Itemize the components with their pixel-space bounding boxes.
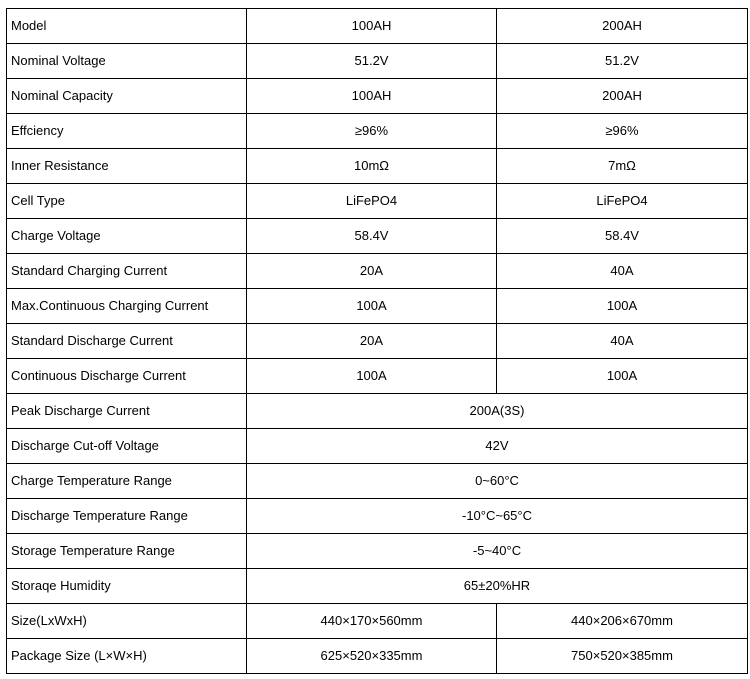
- spec-row: [7, 464, 748, 499]
- spec-label: Standard Discharge Current: [7, 324, 247, 359]
- spec-label: Nominal Capacity: [7, 79, 247, 114]
- spec-value-200ah: 750×520×385mm: [497, 639, 748, 674]
- spec-value-shared: 42V: [247, 429, 748, 464]
- spec-label: Standard Charging Current: [7, 254, 247, 289]
- spec-label: Charge Temperature Range: [7, 464, 247, 499]
- spec-label: Storage Temperature Range: [7, 534, 247, 569]
- spec-value-200ah: 440×206×670mm: [497, 604, 748, 639]
- spec-row: [7, 254, 748, 289]
- spec-label: Discharge Temperature Range: [7, 499, 247, 534]
- spec-row: [7, 429, 748, 464]
- spec-value-shared: 200A(3S): [247, 394, 748, 429]
- spec-label: Storaqe Humidity: [7, 569, 247, 604]
- spec-value-200ah: 200AH: [497, 79, 748, 114]
- spec-row: [7, 499, 748, 534]
- spec-row: [7, 114, 748, 149]
- spec-label: Nominal Voltage: [7, 44, 247, 79]
- spec-label: Inner Resistance: [7, 149, 247, 184]
- spec-table-body: [7, 9, 748, 674]
- spec-value-100ah: 51.2V: [247, 44, 497, 79]
- spec-row: [7, 79, 748, 114]
- spec-value-200ah: 51.2V: [497, 44, 748, 79]
- spec-value-200ah: 100A: [497, 359, 748, 394]
- spec-value-200ah: 100A: [497, 289, 748, 324]
- spec-value-100ah: 440×170×560mm: [247, 604, 497, 639]
- spec-row: [7, 359, 748, 394]
- spec-row: [7, 394, 748, 429]
- spec-row: [7, 534, 748, 569]
- spec-label: Cell Type: [7, 184, 247, 219]
- spec-row: [7, 219, 748, 254]
- spec-row: [7, 324, 748, 359]
- spec-row: [7, 184, 748, 219]
- battery-spec-table: [6, 8, 748, 674]
- spec-label: Effciency: [7, 114, 247, 149]
- spec-value-100ah: 100A: [247, 289, 497, 324]
- spec-value-200ah: 58.4V: [497, 219, 748, 254]
- spec-value-200ah: 40A: [497, 324, 748, 359]
- spec-label: Peak Discharge Current: [7, 394, 247, 429]
- spec-value-100ah: 100A: [247, 359, 497, 394]
- spec-label: Discharge Cut-off Voltage: [7, 429, 247, 464]
- spec-value-shared: 65±20%HR: [247, 569, 748, 604]
- spec-value-100ah: ≥96%: [247, 114, 497, 149]
- spec-value-100ah: 10mΩ: [247, 149, 497, 184]
- spec-value-100ah: 625×520×335mm: [247, 639, 497, 674]
- spec-value-shared: -5~40°C: [247, 534, 748, 569]
- spec-label: Max.Continuous Charging Current: [7, 289, 247, 324]
- spec-label: Charge Voltage: [7, 219, 247, 254]
- spec-value-shared: 0~60°C: [247, 464, 748, 499]
- spec-value-100ah: 100AH: [247, 9, 497, 44]
- spec-row: [7, 569, 748, 604]
- spec-row: [7, 149, 748, 184]
- spec-row: [7, 639, 748, 674]
- spec-label: Package Size (L×W×H): [7, 639, 247, 674]
- spec-label: Size(LxWxH): [7, 604, 247, 639]
- spec-value-100ah: LiFePO4: [247, 184, 497, 219]
- spec-value-200ah: 40A: [497, 254, 748, 289]
- spec-value-100ah: 20A: [247, 324, 497, 359]
- spec-row: [7, 604, 748, 639]
- spec-value-200ah: LiFePO4: [497, 184, 748, 219]
- spec-row: [7, 289, 748, 324]
- spec-row: [7, 44, 748, 79]
- spec-value-200ah: 7mΩ: [497, 149, 748, 184]
- spec-row: [7, 9, 748, 44]
- spec-value-200ah: 200AH: [497, 9, 748, 44]
- spec-value-shared: -10°C~65°C: [247, 499, 748, 534]
- spec-label: Model: [7, 9, 247, 44]
- spec-value-100ah: 20A: [247, 254, 497, 289]
- spec-label: Continuous Discharge Current: [7, 359, 247, 394]
- spec-value-100ah: 100AH: [247, 79, 497, 114]
- spec-value-100ah: 58.4V: [247, 219, 497, 254]
- spec-value-200ah: ≥96%: [497, 114, 748, 149]
